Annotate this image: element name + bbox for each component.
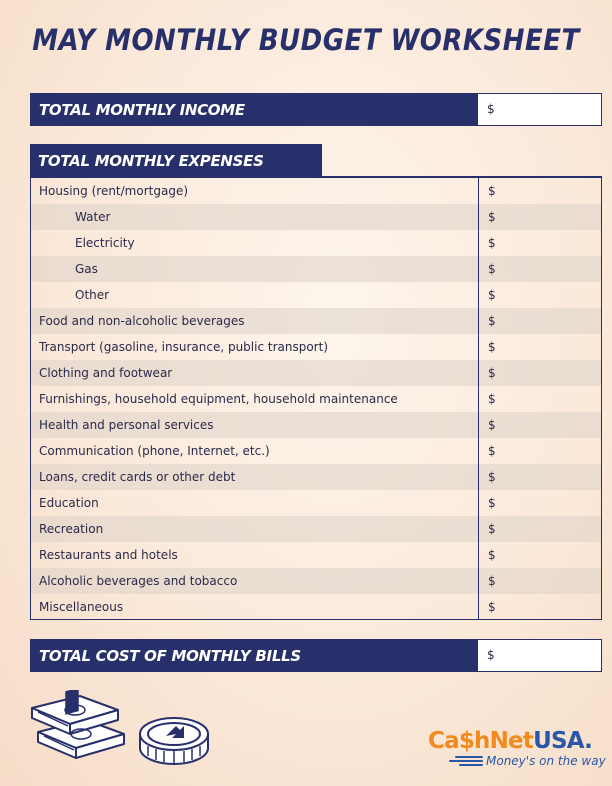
table-row [31, 516, 601, 542]
expenses-table [30, 176, 602, 620]
row-label: Clothing and footwear [39, 366, 173, 380]
income-label: TOTAL MONTHLY INCOME [39, 101, 245, 119]
expenses-header [30, 144, 322, 177]
row-value-field[interactable]: $ [488, 496, 496, 510]
row-value-field[interactable]: $ [488, 366, 496, 380]
speed-lines-icon [448, 754, 484, 768]
row-label: Other [75, 288, 110, 302]
coin-icon [134, 708, 214, 770]
bills-bar [30, 639, 602, 672]
logo-tagline: Money's on the way [486, 754, 606, 768]
column-divider [478, 178, 479, 619]
row-value-field[interactable]: $ [488, 314, 496, 328]
table-row [31, 438, 601, 464]
table-row [31, 230, 601, 256]
table-row [31, 308, 601, 334]
row-value-field[interactable]: $ [488, 418, 496, 432]
table-row [31, 386, 601, 412]
table-row [31, 282, 601, 308]
expenses-header-label: TOTAL MONTHLY EXPENSES [38, 152, 264, 170]
table-row [31, 568, 601, 594]
income-field[interactable]: $ [478, 94, 601, 125]
money-stack-icon [28, 690, 132, 770]
row-value-field[interactable]: $ [488, 184, 496, 198]
row-label: Transport (gasoline, insurance, public transport) [39, 340, 329, 354]
row-value-field[interactable]: $ [488, 522, 496, 536]
row-label: Communication (phone, Internet, etc.) [39, 444, 270, 458]
row-value-field[interactable]: $ [488, 600, 496, 614]
cashnetusa-logo[interactable] [428, 728, 606, 773]
table-row [31, 360, 601, 386]
logo-wordmark: Ca$hNetUSA. [428, 728, 593, 754]
row-label: Gas [75, 262, 98, 276]
bills-field[interactable]: $ [478, 640, 601, 671]
row-value-field[interactable]: $ [488, 236, 496, 250]
row-label: Housing (rent/mortgage) [39, 184, 189, 198]
row-value-field[interactable]: $ [488, 210, 496, 224]
row-value-field[interactable]: $ [488, 444, 496, 458]
row-label: Miscellaneous [39, 600, 124, 614]
table-row [31, 204, 601, 230]
row-value-field[interactable]: $ [488, 288, 496, 302]
row-label: Loans, credit cards or other debt [39, 470, 236, 484]
row-label: Restaurants and hotels [39, 548, 178, 562]
page-title: MAY MONTHLY BUDGET WORKSHEET [32, 24, 580, 58]
row-label: Recreation [39, 522, 104, 536]
bills-label: TOTAL COST OF MONTHLY BILLS [39, 647, 301, 665]
row-label: Health and personal services [39, 418, 214, 432]
table-row [31, 490, 601, 516]
row-label: Furnishings, household equipment, household maintenance [39, 392, 398, 406]
row-label: Education [39, 496, 99, 510]
table-row [31, 334, 601, 360]
table-row [31, 464, 601, 490]
row-value-field[interactable]: $ [488, 574, 496, 588]
row-value-field[interactable]: $ [488, 548, 496, 562]
income-bar [30, 93, 602, 126]
row-value-field[interactable]: $ [488, 262, 496, 276]
row-label: Water [75, 210, 111, 224]
table-row [31, 178, 601, 204]
row-label: Alcoholic beverages and tobacco [39, 574, 238, 588]
table-row [31, 256, 601, 282]
row-label: Food and non-alcoholic beverages [39, 314, 245, 328]
row-value-field[interactable]: $ [488, 340, 496, 354]
table-row [31, 594, 601, 620]
table-row [31, 542, 601, 568]
row-value-field[interactable]: $ [488, 470, 496, 484]
row-value-field[interactable]: $ [488, 392, 496, 406]
table-row [31, 412, 601, 438]
row-label: Electricity [75, 236, 135, 250]
